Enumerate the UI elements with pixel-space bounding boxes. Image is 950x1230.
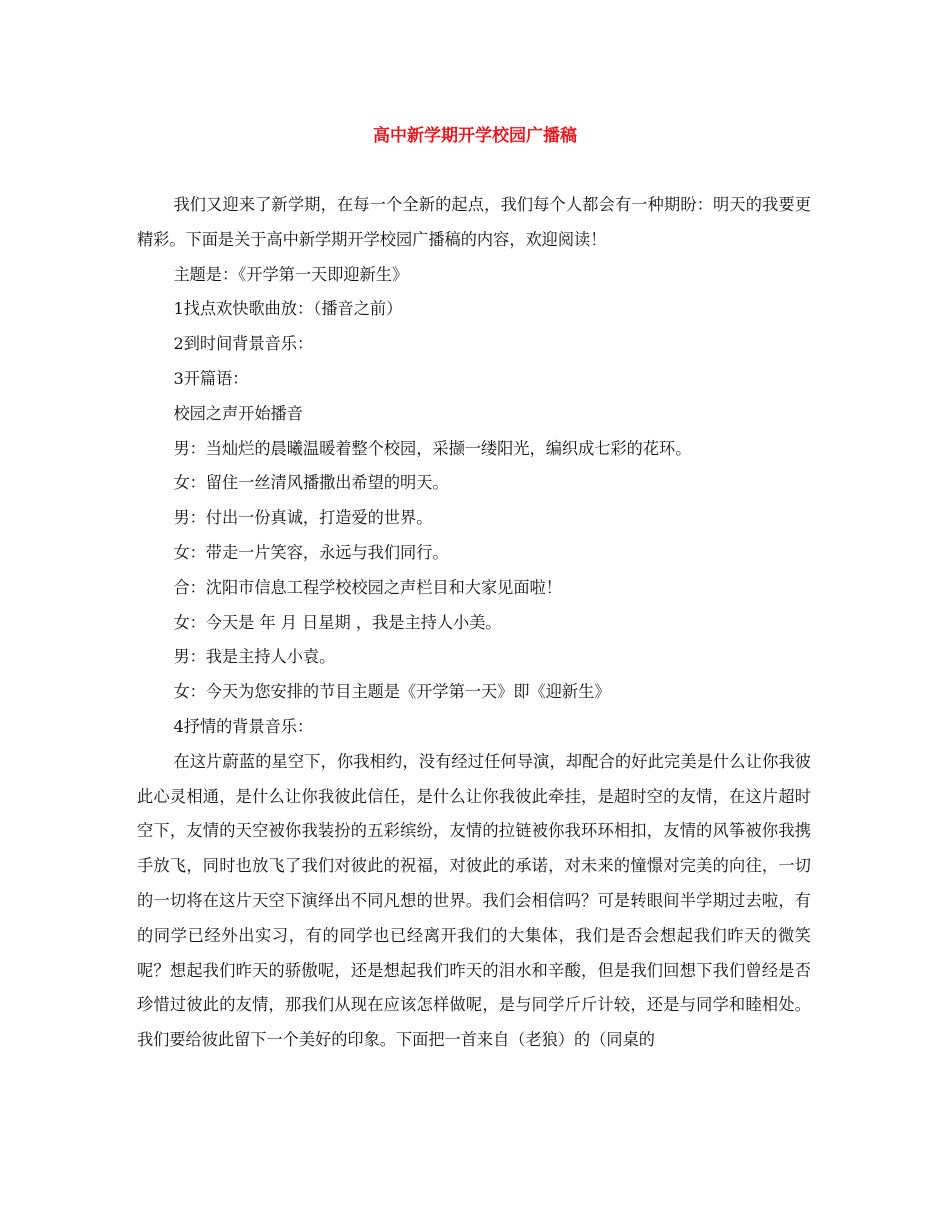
paragraph: 合：沈阳市信息工程学校校园之声栏目和大家见面啦！: [173, 577, 562, 597]
paragraph: 4抒情的背景音乐：: [173, 716, 314, 736]
paragraph: 2到时间背景音乐：: [173, 334, 314, 354]
paragraph: 校园之声开始播音: [173, 403, 303, 423]
paragraph: 男：我是主持人小袁。: [173, 647, 336, 667]
document-body: [137, 188, 811, 1058]
paragraph: 男：当灿烂的晨曦温暖着整个校园，采撷一缕阳光，编织成七彩的花环。: [173, 438, 692, 458]
paragraph: 在这片蔚蓝的星空下，你我相约，没有经过任何导演，却配合的好此完美是什么让你我彼此心灵相通，是什么让你我彼此信任，是什么让你我彼此牵挂，是超时空的友情，在这片超时空下，友情的天空被你我装扮的五彩缤纷，友情的拉链被你我环环相扣，友情的风筝被你我携手放飞，同时也放飞了我们对彼此的祝福，对彼此的承诺，对未来的憧憬对完美的向往，一切的一切将在这片天空下演绎出不同凡想的世界。我们会相信吗？可是转眼间半学期过去啦，有的同学已经外出实习，有的同学也已经离开我们的大集体，我们是否会想起我们昨天的微笑呢？想起我们昨天的骄傲呢，还是想起我们昨天的泪水和辛酸，但是我们回想下我们曾经是否珍惜过彼此的友情，那我们从现在应该怎样做呢，是与同学斤斤计较，还是与同学和睦相处。我们要给彼此留下一个美好的印象。下面把一首来自（老狼）的（同桌的: [137, 751, 811, 1050]
paragraph: 女：留住一丝清风播撒出希望的明天。: [173, 473, 449, 493]
paragraph: 女：今天是 年 月 日星期 ，我是主持人小美。: [173, 612, 502, 632]
paragraph: 男：付出一份真诚，打造爱的世界。: [173, 508, 433, 528]
paragraph: 我们又迎来了新学期，在每一个全新的起点，我们每个人都会有一种期盼：明天的我要更精彩。下面是关于高中新学期开学校园广播稿的内容，欢迎阅读！: [137, 195, 811, 249]
paragraph: 3开篇语：: [173, 368, 249, 388]
paragraph: 女：今天为您安排的节目主题是《开学第一天》即《迎新生》: [173, 682, 611, 702]
paragraph: 女：带走一片笑容，永远与我们同行。: [173, 542, 449, 562]
document-title: 高中新学期开学校园广播稿: [373, 126, 577, 146]
paragraph: 主题是：《开学第一天即迎新生》: [173, 264, 409, 284]
paragraph: 1找点欢快歌曲放：（播音之前）: [173, 299, 403, 319]
